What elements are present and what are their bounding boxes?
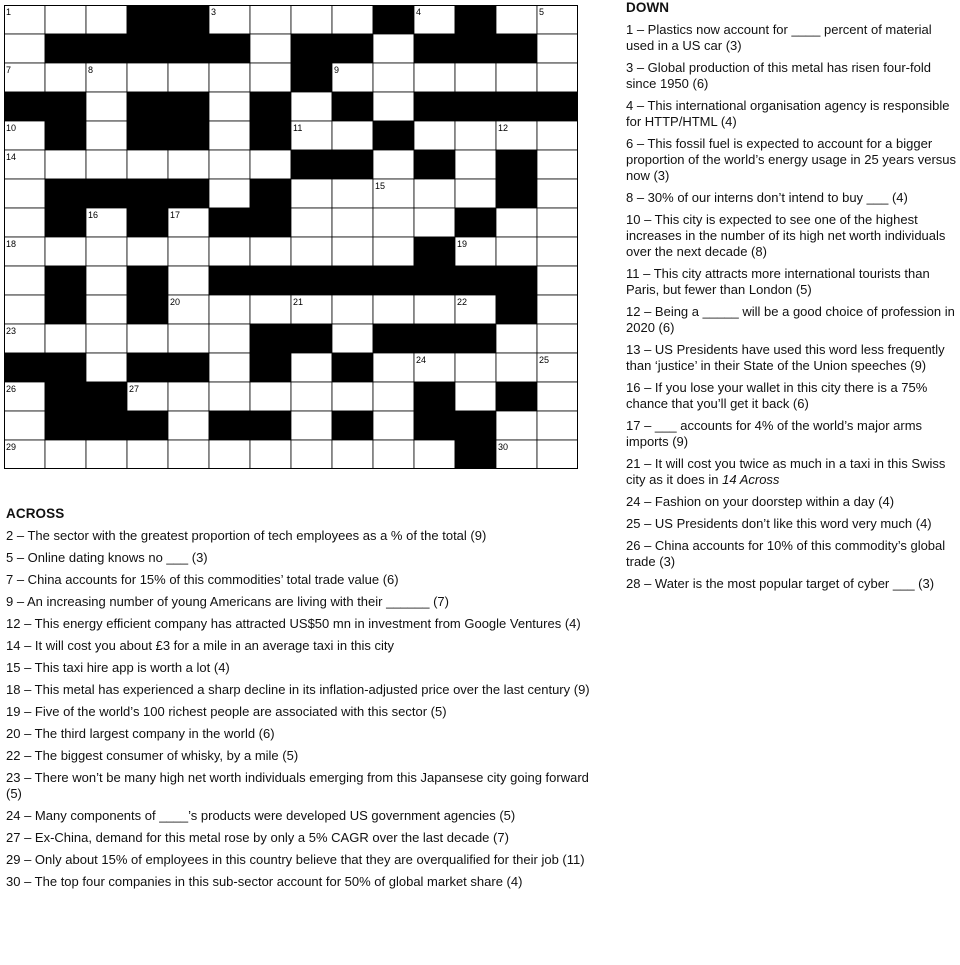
grid-block (414, 324, 455, 353)
down-clue-text: 4 – This international organisation agency is responsible for HTTP/HTML (4) (626, 98, 950, 129)
grid-block (127, 353, 168, 382)
grid-cell[interactable] (209, 440, 250, 469)
grid-cell[interactable] (373, 237, 414, 266)
grid-cell[interactable] (291, 5, 332, 34)
across-clue-text: 12 – This energy efficient company has attracted US$50 mn in investment from Google Ventures (4) (6, 616, 581, 631)
cell-number: 3 (211, 7, 217, 17)
across-clue-text: 2 – The sector with the greatest proportion of tech employees as a % of the total (9) (6, 528, 487, 543)
cell-number: 7 (6, 65, 12, 75)
cell-number: 17 (170, 210, 181, 220)
grid-cell[interactable] (373, 208, 414, 237)
grid-cell[interactable] (455, 179, 496, 208)
across-clue (6, 638, 596, 654)
grid-cell[interactable] (332, 295, 373, 324)
down-clue-text: 24 – Fashion on your doorstep within a day (4) (626, 494, 895, 509)
across-clues-section (6, 506, 596, 896)
grid-block (332, 92, 373, 121)
grid-cell[interactable] (209, 121, 250, 150)
grid-cell[interactable] (537, 63, 578, 92)
grid-cell[interactable] (86, 324, 127, 353)
cell-number: 1 (6, 7, 12, 17)
cell-number: 30 (498, 442, 509, 452)
grid-cell[interactable] (45, 63, 86, 92)
grid-cell[interactable] (291, 92, 332, 121)
grid-block (455, 92, 496, 121)
grid-block (127, 34, 168, 63)
cell-number: 16 (88, 210, 99, 220)
grid-block (45, 121, 86, 150)
grid-block (209, 34, 250, 63)
down-clue-text: 16 – If you lose your wallet in this city there is a 75% chance that you’ll get it back (6) (626, 380, 928, 411)
grid-block (332, 150, 373, 179)
grid-cell[interactable] (86, 121, 127, 150)
grid-block (291, 266, 332, 295)
grid-block (537, 92, 578, 121)
across-clue-text: 18 – This metal has experienced a sharp decline in its inflation-adjusted price over the last century (9) (6, 682, 590, 697)
down-clue (626, 60, 960, 92)
grid-cell[interactable] (168, 150, 209, 179)
grid-block (496, 150, 537, 179)
grid-cell[interactable] (4, 411, 45, 440)
grid-cell[interactable] (291, 179, 332, 208)
grid-cell[interactable] (537, 237, 578, 266)
cell-number: 19 (457, 239, 468, 249)
grid-cell[interactable] (332, 121, 373, 150)
grid-cell[interactable] (127, 63, 168, 92)
grid-cell[interactable] (86, 353, 127, 382)
across-clue (6, 682, 596, 698)
grid-cell[interactable] (332, 440, 373, 469)
grid-cell[interactable] (127, 150, 168, 179)
grid-cell[interactable] (537, 208, 578, 237)
cell-number: 23 (6, 326, 17, 336)
grid-block (45, 411, 86, 440)
grid-block (414, 150, 455, 179)
down-clue-text: 28 – Water is the most popular target of cyber ___ (3) (626, 576, 935, 591)
grid-block (414, 34, 455, 63)
grid-block (496, 92, 537, 121)
down-clue (626, 494, 960, 510)
grid-block (414, 266, 455, 295)
grid-block (250, 92, 291, 121)
across-clue-text: 30 – The top four companies in this sub-sector account for 50% of global market share (4) (6, 874, 523, 889)
grid-cell[interactable] (250, 295, 291, 324)
grid-cell[interactable] (291, 353, 332, 382)
cell-number: 12 (498, 123, 509, 133)
down-clue-text: 3 – Global production of this metal has risen four-fold since 1950 (6) (626, 60, 931, 91)
cell-number: 11 (293, 123, 303, 133)
grid-block (332, 266, 373, 295)
cell-number: 4 (416, 7, 422, 17)
grid-cell[interactable] (291, 237, 332, 266)
cell-number: 18 (6, 239, 17, 249)
grid-cell[interactable] (209, 179, 250, 208)
grid-block (414, 237, 455, 266)
grid-cell[interactable] (414, 440, 455, 469)
down-clue-text: 1 – Plastics now account for ____ percent of material used in a US car (3) (626, 22, 932, 53)
down-clue-text: 11 – This city attracts more international tourists than Paris, but fewer than London (5) (626, 266, 930, 297)
grid-cell[interactable] (86, 440, 127, 469)
grid-block (45, 34, 86, 63)
across-clue (6, 852, 596, 868)
cell-number: 26 (6, 384, 17, 394)
down-clue-text: 21 – It will cost you twice as much in a taxi in this Swiss city as it does in (626, 456, 946, 487)
grid-cell[interactable] (455, 63, 496, 92)
grid-cell[interactable] (86, 266, 127, 295)
grid-block (45, 295, 86, 324)
down-clue (626, 456, 960, 488)
crossword-grid-svg (4, 5, 578, 469)
across-clue (6, 726, 596, 742)
grid-block (168, 179, 209, 208)
across-clue (6, 660, 596, 676)
across-clue-text: 15 – This taxi hire app is worth a lot (4) (6, 660, 230, 675)
grid-block (414, 382, 455, 411)
grid-cell[interactable] (537, 295, 578, 324)
grid-cell[interactable] (168, 411, 209, 440)
grid-cell[interactable] (250, 5, 291, 34)
down-clue (626, 22, 960, 54)
down-clue-text: 26 – China accounts for 10% of this commodity’s global trade (3) (626, 538, 946, 569)
grid-block (496, 295, 537, 324)
cell-number: 5 (539, 7, 545, 17)
grid-block (86, 411, 127, 440)
down-clue (626, 516, 960, 532)
across-clue (6, 550, 596, 566)
grid-cell[interactable] (127, 440, 168, 469)
grid-block (455, 411, 496, 440)
grid-cell[interactable] (455, 121, 496, 150)
down-clue-list (626, 22, 960, 592)
down-clue-text: 13 – US Presidents have used this word less frequently than ‘justice’ in their State of the Union speeches (9) (626, 342, 945, 373)
grid-block (414, 92, 455, 121)
grid-block (455, 5, 496, 34)
down-clue (626, 538, 960, 570)
grid-block (86, 382, 127, 411)
grid-cell[interactable] (414, 208, 455, 237)
across-clue (6, 616, 596, 632)
grid-cell[interactable] (496, 63, 537, 92)
grid-cell[interactable] (455, 353, 496, 382)
cell-number: 22 (457, 297, 468, 307)
grid-block (496, 266, 537, 295)
down-clue-text: 25 – US Presidents don’t like this word very much (4) (626, 516, 932, 531)
cell-number: 15 (375, 181, 386, 191)
grid-cell[interactable] (414, 121, 455, 150)
grid-block (250, 324, 291, 353)
grid-cell[interactable] (537, 324, 578, 353)
grid-block (496, 34, 537, 63)
grid-block (127, 121, 168, 150)
crossword-grid (4, 5, 578, 469)
grid-block (455, 440, 496, 469)
across-clue-text: 24 – Many components of ____’s products were developed US government agencies (5) (6, 808, 516, 823)
grid-cell[interactable] (168, 237, 209, 266)
grid-block (291, 150, 332, 179)
across-clue-text: 19 – Five of the world’s 100 richest people are associated with this sector (5) (6, 704, 447, 719)
grid-block (250, 411, 291, 440)
grid-block (168, 353, 209, 382)
grid-cell[interactable] (537, 440, 578, 469)
grid-cell[interactable] (332, 324, 373, 353)
grid-block (86, 34, 127, 63)
across-clue (6, 830, 596, 846)
grid-cell[interactable] (373, 295, 414, 324)
across-clue-text: 20 – The third largest company in the world (6) (6, 726, 275, 741)
grid-cell[interactable] (496, 208, 537, 237)
grid-cell[interactable] (373, 382, 414, 411)
grid-cell[interactable] (373, 92, 414, 121)
grid-cell[interactable] (4, 208, 45, 237)
down-heading: DOWN (626, 0, 670, 15)
grid-cell[interactable] (291, 208, 332, 237)
grid-block (291, 63, 332, 92)
grid-block (45, 382, 86, 411)
cell-number: 21 (293, 297, 304, 307)
grid-block (127, 179, 168, 208)
grid-cell[interactable] (168, 440, 209, 469)
grid-block (168, 34, 209, 63)
grid-cell[interactable] (168, 382, 209, 411)
grid-block (168, 121, 209, 150)
grid-cell[interactable] (250, 34, 291, 63)
grid-block (250, 208, 291, 237)
grid-cell[interactable] (209, 324, 250, 353)
grid-cell[interactable] (332, 208, 373, 237)
across-clue (6, 594, 596, 610)
grid-block (332, 353, 373, 382)
grid-block (250, 266, 291, 295)
grid-cell[interactable] (209, 237, 250, 266)
grid-cell[interactable] (414, 179, 455, 208)
across-clue (6, 528, 596, 544)
grid-cell[interactable] (45, 5, 86, 34)
grid-cell[interactable] (250, 150, 291, 179)
across-clue-text: 9 – An increasing number of young Americans are living with their ______ (7) (6, 594, 449, 609)
grid-cell[interactable] (496, 353, 537, 382)
grid-cell[interactable] (168, 63, 209, 92)
grid-cell[interactable] (209, 353, 250, 382)
grid-cell[interactable] (168, 266, 209, 295)
grid-block (250, 353, 291, 382)
grid-cell[interactable] (209, 63, 250, 92)
across-clue-text: 27 – Ex-China, demand for this metal rose by only a 5% CAGR over the last decade (7) (6, 830, 509, 845)
grid-cell[interactable] (45, 237, 86, 266)
grid-cell[interactable] (496, 324, 537, 353)
grid-cell[interactable] (209, 92, 250, 121)
across-clue (6, 572, 596, 588)
grid-block (373, 266, 414, 295)
across-clue (6, 704, 596, 720)
grid-block (496, 382, 537, 411)
down-clue-text: 10 – This city is expected to see one of the highest increases in the number of its high net worth individuals over the next decade (8) (626, 212, 946, 259)
across-clue-text: 23 – There won’t be many high net worth individuals emerging from this Japansese city going forward (5) (6, 770, 589, 801)
grid-block (455, 208, 496, 237)
cell-number: 25 (539, 355, 550, 365)
grid-block (4, 92, 45, 121)
grid-block (86, 179, 127, 208)
grid-block (414, 411, 455, 440)
grid-block (45, 179, 86, 208)
grid-cell[interactable] (86, 5, 127, 34)
across-clue (6, 874, 596, 890)
across-clue-text: 14 – It will cost you about £3 for a mile in an average taxi in this city (6, 638, 395, 653)
down-clue (626, 418, 960, 450)
cell-number: 2 (129, 7, 135, 17)
grid-cell[interactable] (209, 150, 250, 179)
grid-block (45, 92, 86, 121)
grid-cell[interactable] (209, 295, 250, 324)
grid-block (291, 324, 332, 353)
down-clue (626, 266, 960, 298)
grid-block (127, 208, 168, 237)
grid-block (127, 411, 168, 440)
grid-cell[interactable] (537, 121, 578, 150)
grid-cell[interactable] (86, 150, 127, 179)
down-clue (626, 98, 960, 130)
cell-number: 20 (170, 297, 181, 307)
grid-cell[interactable] (332, 382, 373, 411)
grid-cell[interactable] (127, 237, 168, 266)
grid-cell[interactable] (496, 411, 537, 440)
grid-cell[interactable] (537, 382, 578, 411)
grid-block (45, 353, 86, 382)
across-clue-text: 7 – China accounts for 15% of this commodities’ total trade value (6) (6, 572, 399, 587)
down-clue-text: 12 – Being a _____ will be a good choice of profession in 2020 (6) (626, 304, 955, 335)
grid-cell[interactable] (86, 237, 127, 266)
grid-cell[interactable] (455, 150, 496, 179)
grid-cell[interactable] (291, 440, 332, 469)
grid-block (332, 411, 373, 440)
grid-cell[interactable] (45, 150, 86, 179)
grid-cell[interactable] (291, 411, 332, 440)
grid-cell[interactable] (537, 150, 578, 179)
grid-cell[interactable] (45, 440, 86, 469)
grid-block (250, 179, 291, 208)
grid-cell[interactable] (250, 63, 291, 92)
grid-cell[interactable] (373, 411, 414, 440)
grid-block (250, 121, 291, 150)
cell-number: 27 (129, 384, 140, 394)
grid-block (373, 324, 414, 353)
grid-block (455, 34, 496, 63)
grid-cell[interactable] (250, 237, 291, 266)
down-clue (626, 212, 960, 260)
grid-block (373, 121, 414, 150)
grid-cell[interactable] (373, 63, 414, 92)
grid-cell[interactable] (332, 5, 373, 34)
grid-block (209, 266, 250, 295)
cell-number: 24 (416, 355, 427, 365)
across-clue-text: 22 – The biggest consumer of whisky, by a mile (5) (6, 748, 299, 763)
grid-cell[interactable] (496, 237, 537, 266)
grid-cell[interactable] (45, 324, 86, 353)
down-clue-reference: 14 Across (722, 472, 780, 487)
cell-number: 9 (334, 65, 340, 75)
grid-cell[interactable] (373, 150, 414, 179)
grid-block (168, 5, 209, 34)
grid-block (127, 92, 168, 121)
grid-block (4, 353, 45, 382)
cell-number: 8 (88, 65, 94, 75)
grid-block (209, 411, 250, 440)
grid-cell[interactable] (332, 237, 373, 266)
grid-block (291, 34, 332, 63)
grid-cell[interactable] (86, 92, 127, 121)
across-clue (6, 770, 596, 802)
grid-block (496, 179, 537, 208)
grid-block (127, 266, 168, 295)
grid-cell[interactable] (168, 324, 209, 353)
down-clues-section (626, 0, 960, 598)
grid-block (373, 5, 414, 34)
grid-block (455, 324, 496, 353)
across-clue (6, 808, 596, 824)
grid-cell[interactable] (373, 353, 414, 382)
down-clue (626, 190, 960, 206)
grid-cell[interactable] (414, 295, 455, 324)
grid-cell[interactable] (86, 295, 127, 324)
grid-cell[interactable] (4, 295, 45, 324)
grid-cell[interactable] (250, 382, 291, 411)
grid-cell[interactable] (414, 63, 455, 92)
across-clue-text: 29 – Only about 15% of employees in this country believe that they are overqualified for their job (11) (6, 852, 585, 867)
grid-cell[interactable] (332, 179, 373, 208)
grid-cell[interactable] (209, 382, 250, 411)
grid-cell[interactable] (537, 34, 578, 63)
down-clue (626, 342, 960, 374)
grid-cell[interactable] (250, 440, 291, 469)
down-clue (626, 380, 960, 412)
grid-block (209, 208, 250, 237)
grid-cell[interactable] (4, 34, 45, 63)
grid-block (45, 266, 86, 295)
across-clue-list (6, 528, 596, 890)
grid-cell[interactable] (4, 179, 45, 208)
across-clue (6, 748, 596, 764)
across-clue-text: 5 – Online dating knows no ___ (3) (6, 550, 208, 565)
grid-cell[interactable] (291, 382, 332, 411)
grid-cell[interactable] (373, 440, 414, 469)
grid-cell[interactable] (373, 34, 414, 63)
grid-cell[interactable] (496, 5, 537, 34)
down-clue (626, 576, 960, 592)
grid-cell[interactable] (127, 324, 168, 353)
grid-block (127, 295, 168, 324)
down-clue-text: 8 – 30% of our interns don’t intend to buy ___ (4) (626, 190, 908, 205)
grid-block (45, 208, 86, 237)
down-clue (626, 304, 960, 336)
grid-block (455, 266, 496, 295)
cell-number: 29 (6, 442, 17, 452)
grid-cell[interactable] (537, 411, 578, 440)
down-clue (626, 136, 960, 184)
grid-block (168, 92, 209, 121)
grid-cell[interactable] (537, 266, 578, 295)
grid-cell[interactable] (4, 266, 45, 295)
down-clue-text: 6 – This fossil fuel is expected to account for a bigger proportion of the world’s energy usage in 25 years versus now (3) (626, 136, 957, 183)
grid-block (332, 34, 373, 63)
cell-number: 10 (6, 123, 17, 133)
cell-number: 14 (6, 152, 17, 162)
across-heading: ACROSS (6, 506, 65, 521)
grid-cell[interactable] (455, 382, 496, 411)
down-clue-text: 17 – ___ accounts for 4% of the world’s major arms imports (9) (626, 418, 923, 449)
grid-cell[interactable] (537, 179, 578, 208)
